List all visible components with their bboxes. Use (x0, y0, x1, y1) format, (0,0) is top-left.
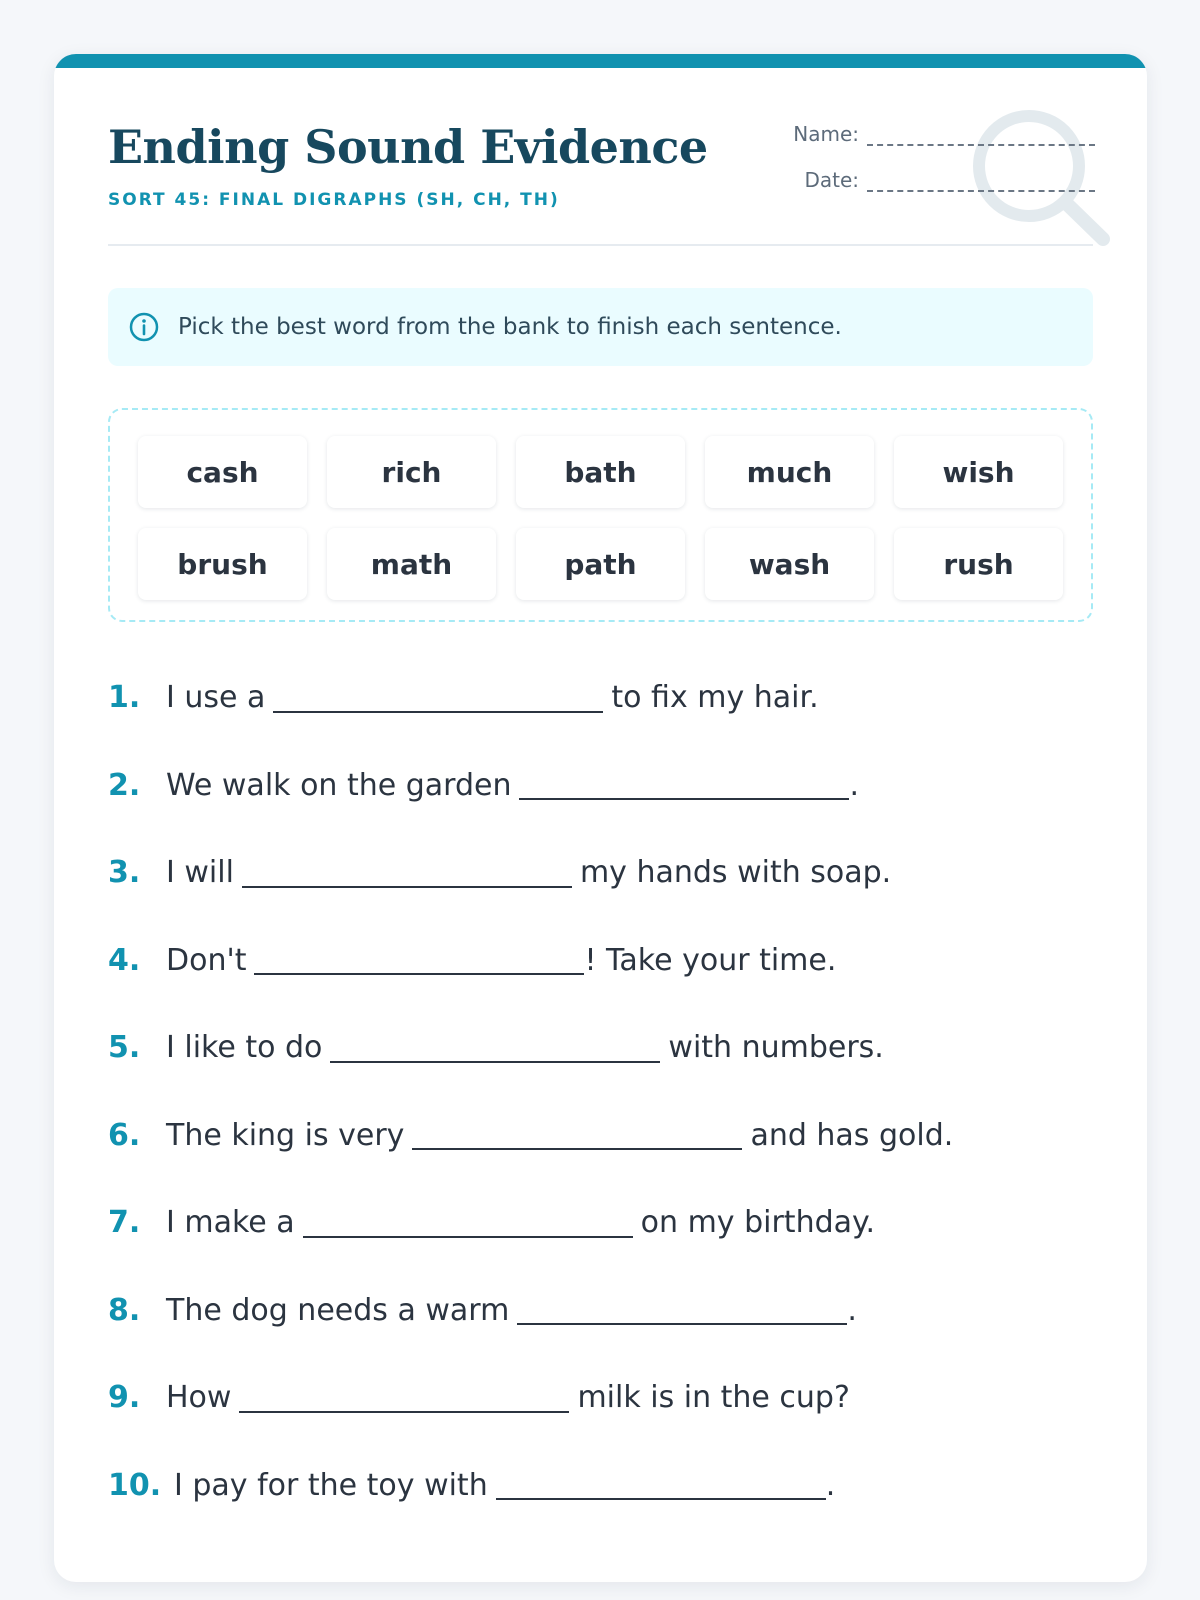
question-text-after: milk is in the cup? (577, 1380, 850, 1416)
name-line (867, 130, 1095, 146)
question-text-before: I use a (166, 680, 266, 716)
question-text-before: I pay for the toy with (174, 1467, 488, 1503)
question-item (108, 1442, 1093, 1530)
question-item (108, 1092, 1093, 1180)
name-field[interactable] (793, 122, 1095, 146)
info-icon (128, 311, 160, 343)
word-chip[interactable]: bath (516, 436, 685, 508)
question-text-before: How (166, 1380, 232, 1416)
question-text-before: I make a (166, 1205, 295, 1241)
date-label: Date: (804, 168, 859, 192)
question-text-before: We walk on the garden (166, 767, 512, 803)
answer-blank[interactable] (303, 1232, 633, 1238)
question-text-after: with numbers. (668, 1030, 884, 1066)
question-item (108, 1004, 1093, 1092)
answer-blank[interactable] (496, 1494, 826, 1500)
word-chip[interactable]: brush (138, 528, 307, 600)
answer-blank[interactable] (330, 1057, 660, 1063)
answer-blank[interactable] (412, 1144, 742, 1150)
instruction-text: Pick the best word from the bank to finish each sentence. (178, 314, 842, 340)
question-number: 9. (108, 1380, 141, 1416)
question-item (108, 917, 1093, 1005)
question-number: 4. (108, 942, 141, 978)
question-item (108, 654, 1093, 742)
question-text-before: Don't (166, 942, 247, 978)
question-number: 7. (108, 1205, 141, 1241)
question-text-after: . (849, 767, 860, 803)
word-chip[interactable]: rich (327, 436, 496, 508)
question-list (108, 654, 1093, 1529)
question-item (108, 742, 1093, 830)
question-text-before: The king is very (166, 1117, 405, 1153)
question-number: 10. (108, 1467, 162, 1503)
question-text-after: to fix my hair. (611, 680, 819, 716)
word-chip[interactable]: wash (705, 528, 874, 600)
worksheet-card (54, 54, 1147, 1582)
word-chip[interactable]: rush (894, 528, 1063, 600)
answer-blank[interactable] (273, 707, 603, 713)
question-number: 1. (108, 680, 141, 716)
worksheet-subtitle: SORT 45: FINAL DIGRAPHS (SH, CH, TH) (108, 190, 560, 210)
answer-blank[interactable] (519, 794, 849, 800)
question-item (108, 829, 1093, 917)
question-item (108, 1354, 1093, 1442)
date-field[interactable] (804, 168, 1095, 192)
question-number: 6. (108, 1117, 141, 1153)
question-text-after: my hands with soap. (579, 855, 892, 891)
accent-bar (54, 54, 1147, 68)
question-text-after: . (825, 1467, 836, 1503)
word-chip[interactable]: math (327, 528, 496, 600)
question-text-after: . (847, 1292, 857, 1328)
answer-blank[interactable] (254, 969, 584, 975)
date-line (867, 176, 1095, 192)
question-text-before: I like to do (166, 1030, 323, 1066)
header-divider (108, 244, 1093, 246)
word-chip[interactable]: much (705, 436, 874, 508)
question-text-after: and has gold. (750, 1117, 954, 1153)
question-text-before: The dog needs a warm (166, 1292, 510, 1328)
answer-blank[interactable] (517, 1319, 847, 1325)
question-text-after: on my birthday. (640, 1205, 876, 1241)
question-number: 2. (108, 767, 141, 803)
question-number: 5. (108, 1030, 141, 1066)
question-text-before: I will (166, 855, 234, 891)
word-chip[interactable]: path (516, 528, 685, 600)
question-item (108, 1267, 1093, 1355)
word-chip[interactable]: wish (894, 436, 1063, 508)
instruction-box (108, 288, 1093, 366)
question-text-after: ! Take your time. (584, 942, 837, 978)
question-number: 8. (108, 1292, 141, 1328)
answer-blank[interactable] (242, 882, 572, 888)
word-bank (108, 408, 1093, 622)
name-label: Name: (793, 122, 859, 146)
answer-blank[interactable] (239, 1407, 569, 1413)
word-chip[interactable]: cash (138, 436, 307, 508)
question-item (108, 1179, 1093, 1267)
worksheet-title: Ending Sound Evidence (108, 120, 708, 174)
question-number: 3. (108, 855, 141, 891)
